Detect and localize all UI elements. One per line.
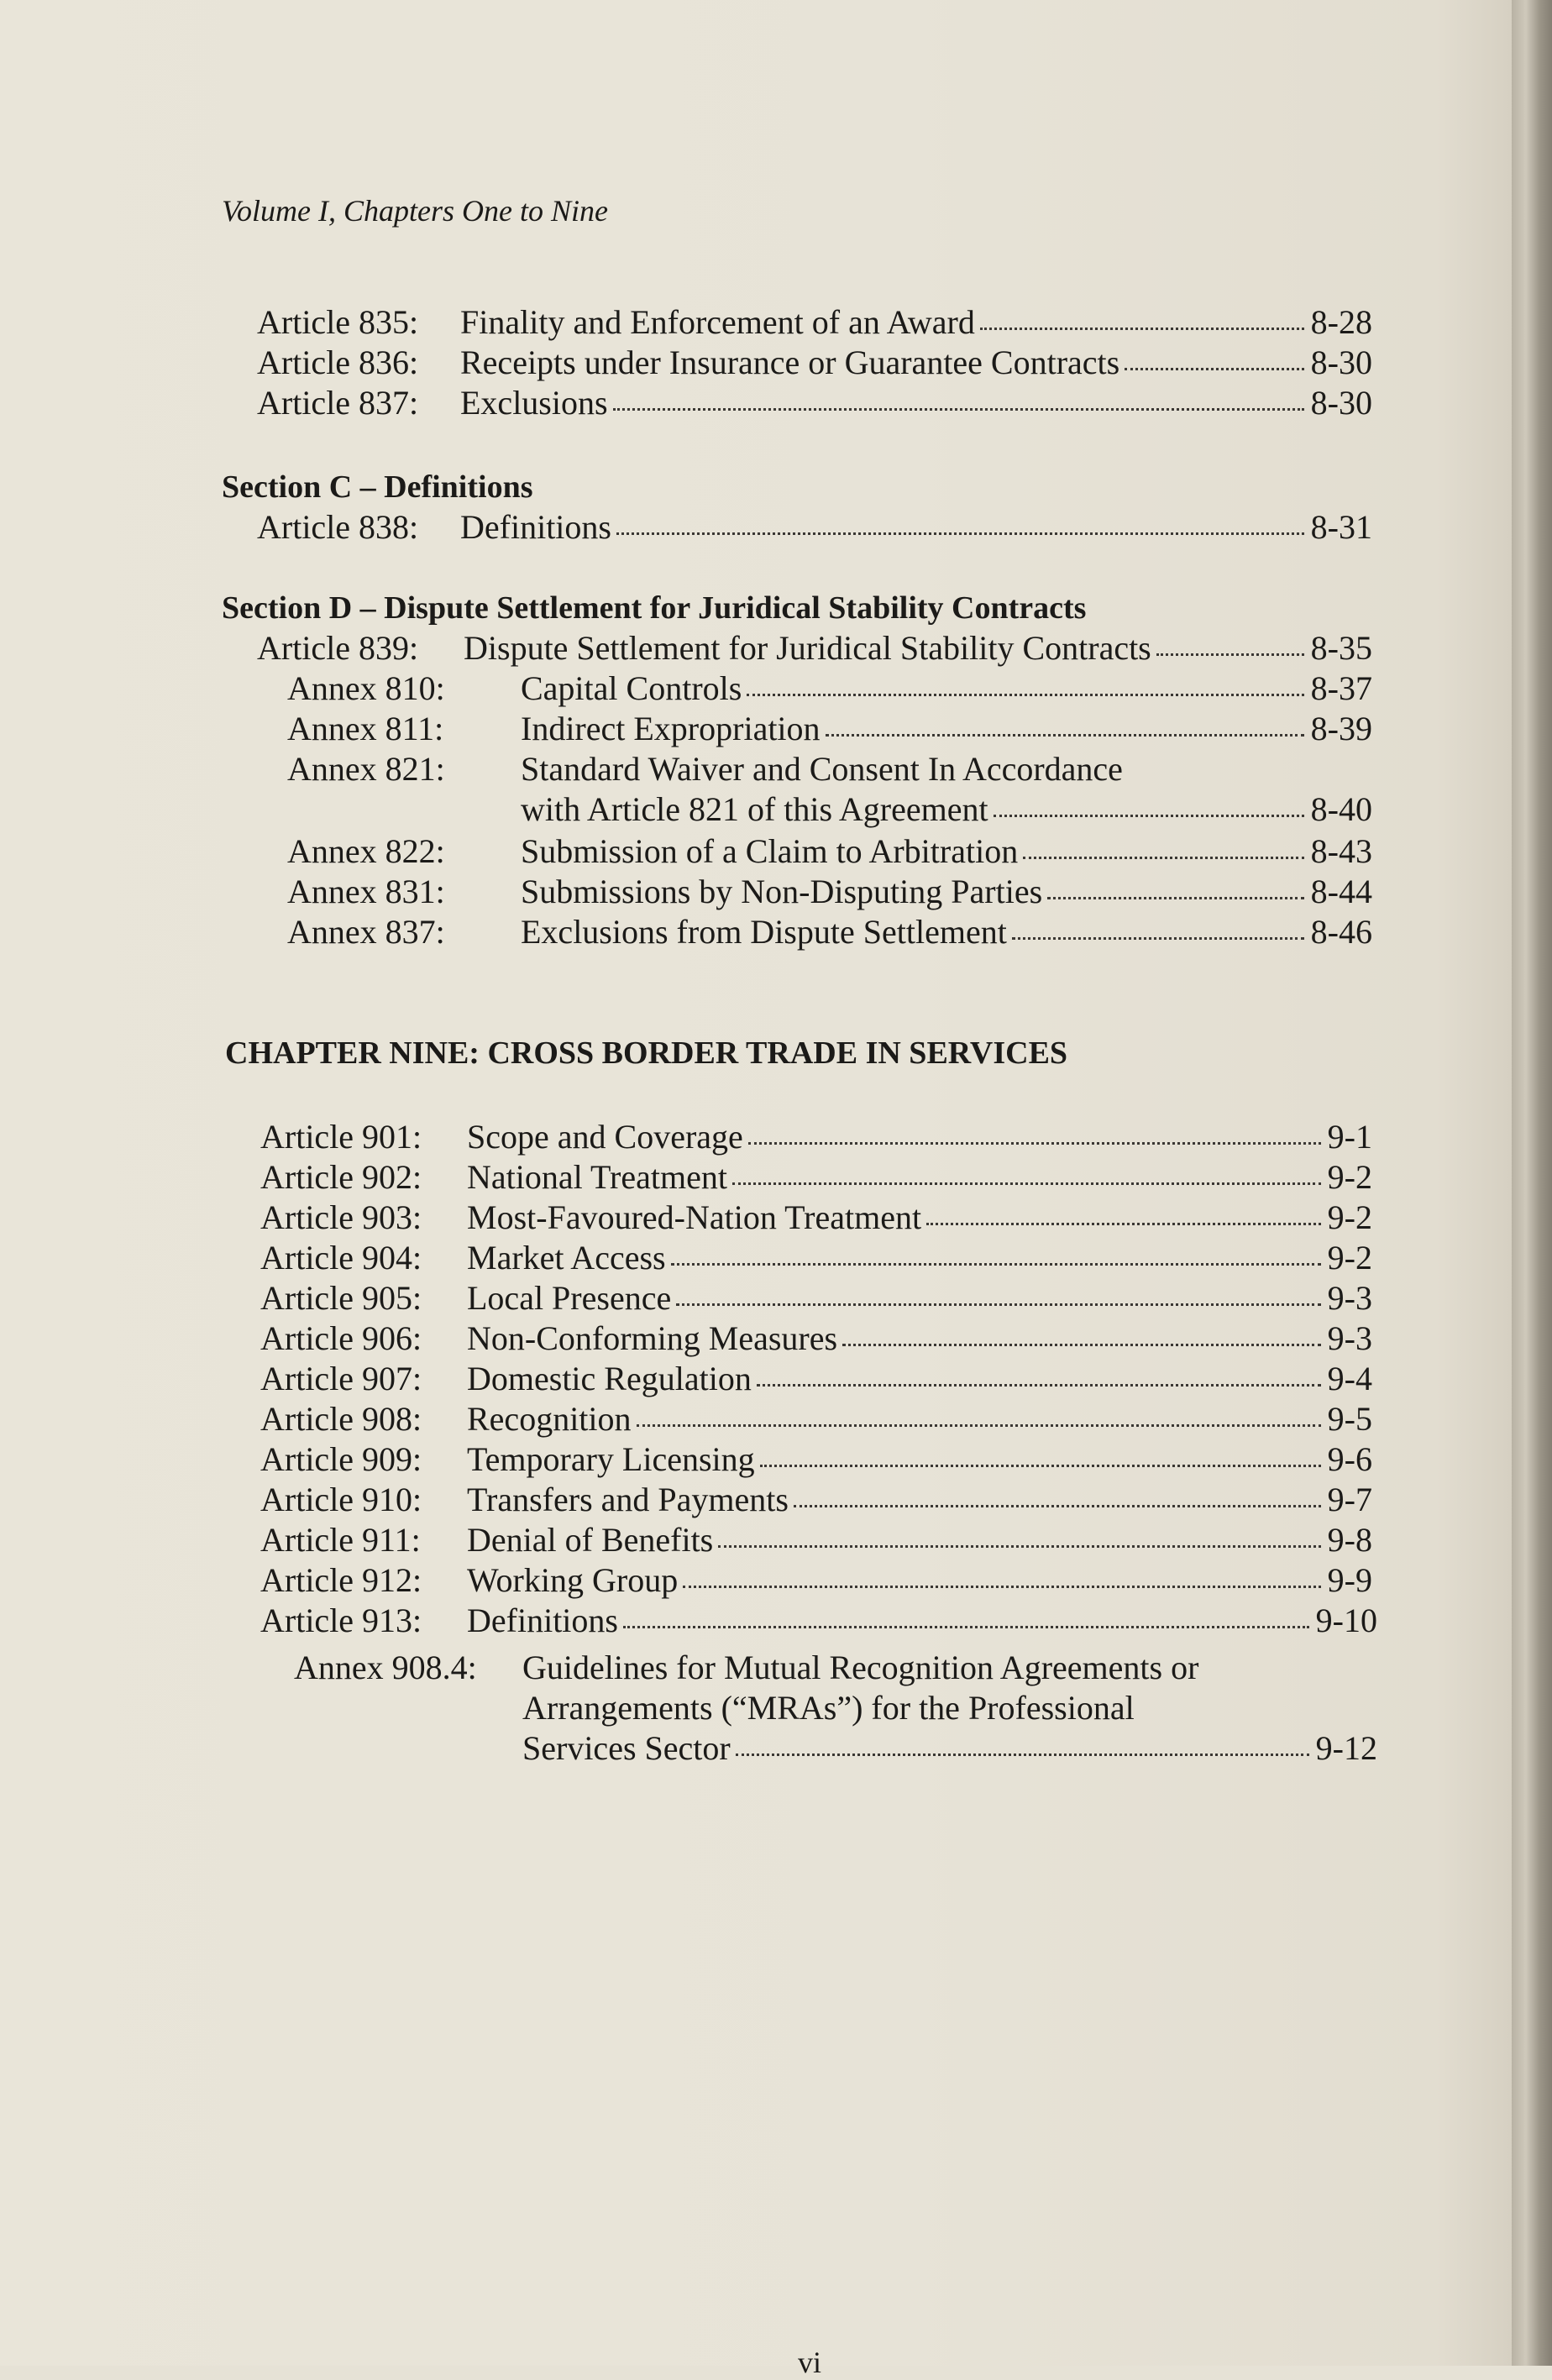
toc-entry <box>260 1318 1372 1359</box>
toc-annex-entry-continuation <box>294 1688 1377 1728</box>
entry-title: Domestic Regulation <box>467 1360 752 1397</box>
dot-leader <box>683 1586 1320 1588</box>
entry-page: 9-1 <box>1327 1118 1372 1156</box>
toc-entry <box>260 1359 1372 1399</box>
toc-entry <box>257 302 1372 343</box>
dot-leader <box>676 1303 1320 1306</box>
toc-annex-entry <box>287 709 1372 749</box>
entry-number: Annex 837: <box>287 913 445 951</box>
entry-number: Article 905: <box>260 1279 422 1317</box>
entry-page: 9-12 <box>1315 1729 1377 1767</box>
entry-number: Article 838: <box>257 508 419 546</box>
entry-title: Services Sector <box>522 1729 731 1767</box>
toc-entry <box>257 628 1372 668</box>
entry-page: 9-2 <box>1327 1198 1372 1236</box>
entry-title-line: Guidelines for Mutual Recognition Agreements or <box>522 1649 1199 1686</box>
toc-entry <box>260 1198 1372 1238</box>
dot-leader <box>671 1263 1321 1266</box>
toc-entry <box>260 1157 1372 1198</box>
entry-title: Local Presence <box>467 1279 672 1317</box>
toc-entry <box>260 1399 1372 1439</box>
entry-title: Most-Favoured-Nation Treatment <box>467 1198 922 1236</box>
entry-number: Article 910: <box>260 1481 422 1518</box>
entry-page: 9-5 <box>1327 1400 1372 1438</box>
entry-page: 8-30 <box>1310 343 1372 381</box>
toc-entry <box>260 1278 1372 1318</box>
dot-leader <box>613 408 1304 411</box>
dot-leader <box>718 1545 1320 1548</box>
toc-entry <box>260 1601 1377 1641</box>
dot-leader <box>842 1344 1321 1346</box>
entry-title: Scope and Coverage <box>467 1118 743 1156</box>
entry-number: Annex 821: <box>287 750 445 788</box>
entry-title: Dispute Settlement for Juridical Stability Contracts <box>464 629 1151 667</box>
toc-annex-entry-first-line <box>294 1648 1377 1688</box>
entry-number: Article 901: <box>260 1118 422 1156</box>
entry-page: 9-9 <box>1327 1561 1372 1599</box>
entry-title: Capital Controls <box>521 669 742 707</box>
entry-title: Denial of Benefits <box>467 1521 714 1559</box>
entry-number: Annex 822: <box>287 832 445 870</box>
toc-entry <box>260 1560 1372 1601</box>
entry-page: 8-37 <box>1310 669 1372 707</box>
dot-leader <box>826 734 1304 737</box>
dot-leader <box>760 1465 1321 1467</box>
dot-leader <box>994 815 1304 817</box>
entry-title: Non-Conforming Measures <box>467 1319 838 1357</box>
section-heading: Section C – Definitions <box>222 469 533 505</box>
toc-annex-entry <box>287 872 1372 912</box>
entry-number: Article 902: <box>260 1158 422 1196</box>
entry-page: 9-6 <box>1327 1440 1372 1478</box>
entry-number: Annex 810: <box>287 669 445 707</box>
entry-title: with Article 821 of this Agreement <box>521 790 988 828</box>
entry-page: 9-7 <box>1327 1481 1372 1518</box>
page-edge-shadow <box>1512 0 1552 2366</box>
entry-title: Working Group <box>467 1561 679 1599</box>
dot-leader <box>1047 897 1304 899</box>
toc-entry <box>257 507 1372 548</box>
toc-entry <box>260 1238 1372 1278</box>
entry-page: 9-2 <box>1327 1158 1372 1196</box>
dot-leader <box>623 1626 1309 1628</box>
entry-page: 8-30 <box>1310 384 1372 422</box>
dot-leader <box>616 532 1304 535</box>
toc-annex-entry <box>287 668 1372 709</box>
toc-annex-entry <box>287 912 1372 952</box>
running-head: Volume I, Chapters One to Nine <box>222 194 608 228</box>
entry-page: 9-3 <box>1327 1319 1372 1357</box>
toc-annex-entry-continuation <box>287 789 1372 830</box>
entry-title: Indirect Expropriation <box>521 710 821 747</box>
entry-page: 9-3 <box>1327 1279 1372 1317</box>
dot-leader <box>1125 368 1303 370</box>
entry-title: Submission of a Claim to Arbitration <box>521 832 1019 870</box>
entry-page: 8-44 <box>1310 873 1372 910</box>
entry-title: Recognition <box>467 1400 632 1438</box>
section-heading: Section D – Dispute Settlement for Juridical Stability Contracts <box>222 590 1087 626</box>
entry-title: Exclusions from Dispute Settlement <box>521 913 1007 951</box>
entry-title: Exclusions <box>460 384 608 422</box>
dot-leader <box>637 1424 1321 1427</box>
dot-leader <box>732 1182 1321 1185</box>
entry-page: 8-40 <box>1310 790 1372 828</box>
entry-title: Transfers and Payments <box>467 1481 789 1518</box>
entry-page: 8-31 <box>1310 508 1372 546</box>
dot-leader <box>1156 653 1304 656</box>
entry-number: Article 903: <box>260 1198 422 1236</box>
dot-leader <box>926 1223 1321 1225</box>
toc-annex-entry <box>287 831 1372 872</box>
entry-number: Annex 908.4: <box>294 1649 477 1686</box>
dot-leader <box>748 1142 1321 1145</box>
entry-number: Annex 831: <box>287 873 445 910</box>
toc-entry <box>260 1480 1372 1520</box>
dot-leader <box>980 328 1304 330</box>
entry-number: Annex 811: <box>287 710 444 747</box>
entry-number: Article 911: <box>260 1521 421 1559</box>
page-number: vi <box>798 2346 822 2379</box>
entry-page: 8-39 <box>1310 710 1372 747</box>
entry-title-line: Arrangements (“MRAs”) for the Professional <box>522 1689 1135 1727</box>
dot-leader <box>1023 857 1303 859</box>
entry-title: Receipts under Insurance or Guarantee Contracts <box>460 343 1120 381</box>
entry-title: Submissions by Non-Disputing Parties <box>521 873 1043 910</box>
entry-number: Article 835: <box>257 303 419 341</box>
entry-number: Article 908: <box>260 1400 422 1438</box>
dot-leader <box>794 1505 1321 1507</box>
toc-annex-entry-first-line <box>287 749 1372 789</box>
toc-entry <box>257 383 1372 423</box>
dot-leader <box>747 694 1303 696</box>
entry-number: Article 904: <box>260 1239 422 1276</box>
entry-title: Finality and Enforcement of an Award <box>460 303 975 341</box>
chapter-heading: CHAPTER NINE: CROSS BORDER TRADE IN SERVICES <box>225 1035 1068 1071</box>
entry-number: Article 906: <box>260 1319 422 1357</box>
entry-number: Article 836: <box>257 343 419 381</box>
entry-number: Article 837: <box>257 384 419 422</box>
entry-title: Temporary Licensing <box>467 1440 755 1478</box>
entry-page: 8-35 <box>1310 629 1372 667</box>
entry-title: National Treatment <box>467 1158 727 1196</box>
dot-leader <box>1012 937 1304 940</box>
entry-number: Article 839: <box>257 629 419 667</box>
toc-entry <box>257 343 1372 383</box>
entry-number: Article 912: <box>260 1561 422 1599</box>
entry-page: 9-4 <box>1327 1360 1372 1397</box>
entry-number: Article 913: <box>260 1602 422 1639</box>
entry-title: Definitions <box>467 1602 618 1639</box>
entry-number: Article 907: <box>260 1360 422 1397</box>
entry-title-line: Standard Waiver and Consent In Accordance <box>521 750 1123 788</box>
entry-page: 9-2 <box>1327 1239 1372 1276</box>
toc-entry <box>260 1520 1372 1560</box>
toc-entry <box>260 1117 1372 1157</box>
entry-page: 8-43 <box>1310 832 1372 870</box>
dot-leader <box>736 1754 1309 1756</box>
dot-leader <box>757 1384 1321 1387</box>
entry-number: Article 909: <box>260 1440 422 1478</box>
entry-page: 9-8 <box>1327 1521 1372 1559</box>
toc-annex-entry-continuation <box>294 1728 1377 1769</box>
entry-page: 9-10 <box>1315 1602 1377 1639</box>
entry-title: Definitions <box>460 508 611 546</box>
entry-page: 8-28 <box>1310 303 1372 341</box>
entry-page: 8-46 <box>1310 913 1372 951</box>
entry-title: Market Access <box>467 1239 666 1276</box>
toc-entry <box>260 1439 1372 1480</box>
